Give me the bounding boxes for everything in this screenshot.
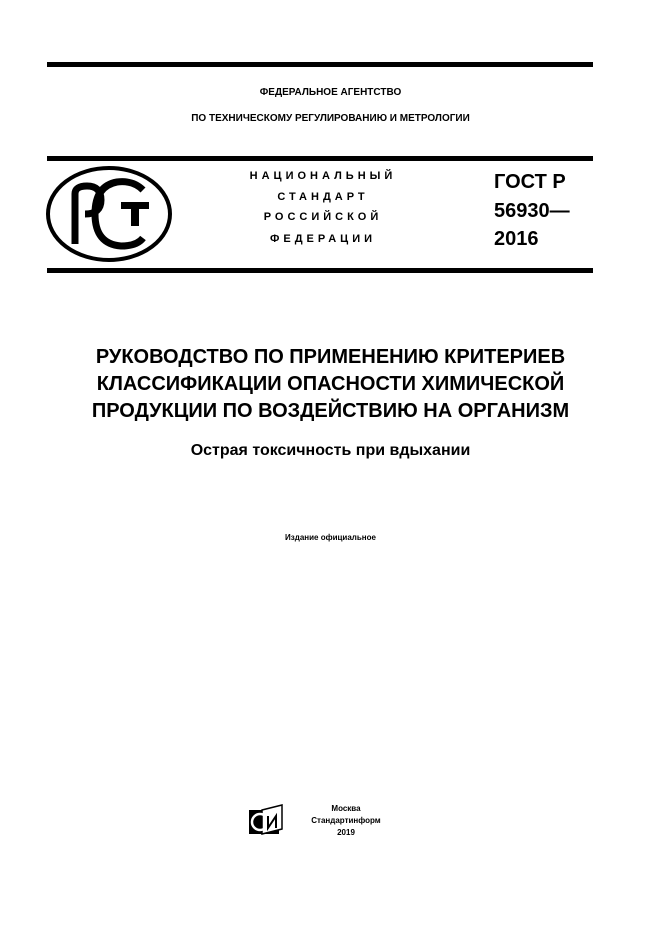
standard-type-line-3: РОССИЙСКОЙ <box>263 211 383 223</box>
standard-type-line-2: СТАНДАРТ <box>277 191 369 203</box>
publisher-city: Москва <box>331 804 361 813</box>
top-rule <box>47 62 593 67</box>
publisher-block <box>296 803 396 839</box>
title-line-1: РУКОВОДСТВО ПО ПРИМЕНЕНИЮ КРИТЕРИЕВ <box>95 346 566 368</box>
standard-type-line-1: НАЦИОНАЛЬНЫЙ <box>249 170 397 182</box>
agency-line-1: ФЕДЕРАЛЬНОЕ АГЕНТСТВО <box>259 87 402 98</box>
subtitle: Острая токсичность при вдыхании <box>190 442 471 459</box>
middle-rule <box>47 156 593 161</box>
edition-note: Издание официальное <box>285 533 376 542</box>
designation-line-1: ГОСТ Р <box>494 171 566 193</box>
title-line-3: ПРОДУКЦИИ ПО ВОЗДЕЙСТВИЮ НА ОРГАНИЗМ <box>91 400 570 422</box>
designation-line-3: 2016 <box>494 228 539 250</box>
rst-logo-icon <box>45 164 175 264</box>
agency-line-2: ПО ТЕХНИЧЕСКОМУ РЕГУЛИРОВАНИЮ И МЕТРОЛОГИИ <box>191 113 470 124</box>
bottom-rule <box>47 268 593 273</box>
standard-type-line-4: ФЕДЕРАЦИИ <box>269 233 377 245</box>
publisher-year: 2019 <box>337 828 355 837</box>
standartinform-logo-icon <box>248 804 284 836</box>
designation-line-2: 56930— <box>494 200 570 222</box>
publisher-name: Стандартинформ <box>311 816 381 825</box>
title-line-2: КЛАССИФИКАЦИИ ОПАСНОСТИ ХИМИЧЕСКОЙ <box>96 373 565 395</box>
